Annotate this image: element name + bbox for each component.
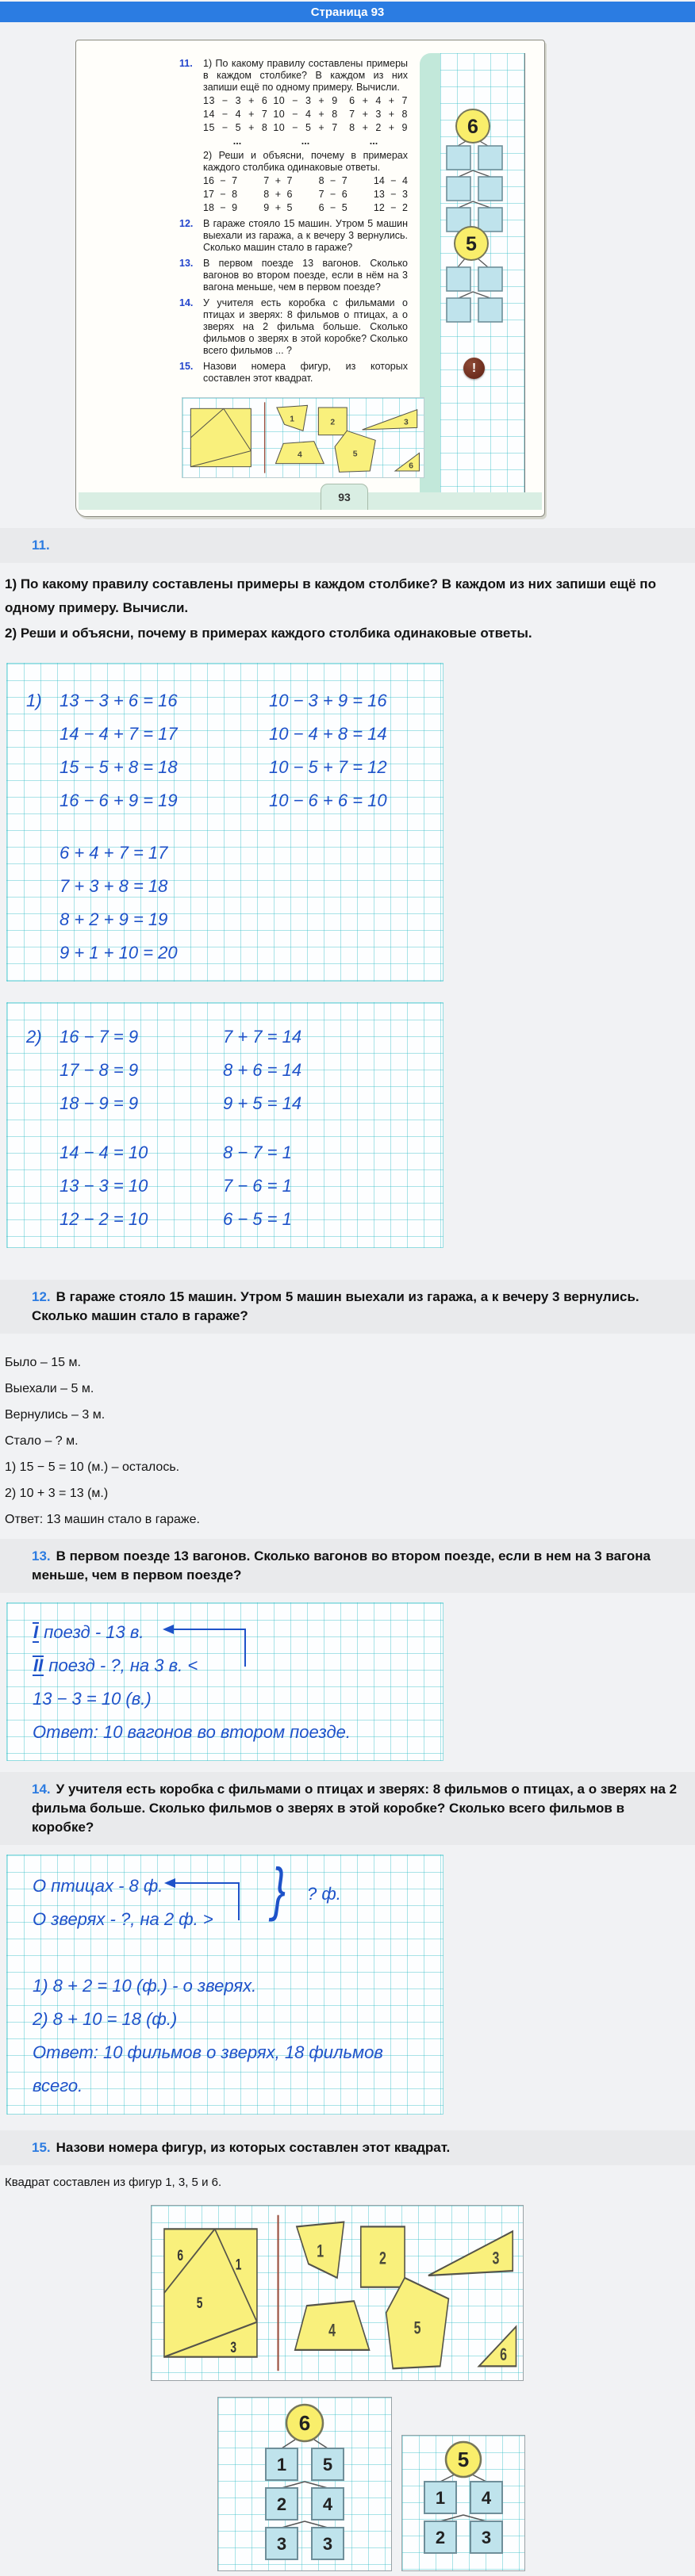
section-12-number: 12. [32,1289,51,1304]
svg-text:2: 2 [435,2528,446,2547]
svg-text:4: 4 [328,2321,336,2341]
section-14-header [0,1772,695,1845]
svg-text:3: 3 [481,2528,492,2547]
equation-row: 7 + 3 + 8 = 18 [60,876,168,896]
tree-of-5 [401,2435,525,2571]
svg-text:3: 3 [276,2534,287,2554]
solution-line: Ответ: 13 машин стало в гараже. [5,1513,200,1526]
page-title: Страница 93 [310,5,385,19]
svg-text:6: 6 [409,461,413,471]
number-trees [217,2397,695,2571]
svg-text:5: 5 [196,2294,203,2312]
equation-row: 14 − 4 = 10 8 − 7 = 1 [60,1143,292,1162]
scan-margin-notebook [440,53,525,500]
solution-grid-11-2 [6,1002,443,1248]
scan-task-14-number: 14. [179,297,194,308]
work-equation: 13 − 3 = 10 (в.) [33,1689,152,1709]
svg-text:4: 4 [481,2488,492,2508]
section-11-header [0,528,695,563]
scan-task-11-part2: 2) Реши и объясни, почему в примерах каждого столбика одинаковые ответы. [203,150,408,173]
scan-task-12-number: 12. [179,218,194,229]
section-14-title: У учителя есть коробка с фильмами о птицах и зверях: 8 фильмов о птицах, а о зверях на 2 фильма больше. Сколько фильмов о зверях в этой коробке? Сколько всего фильмов в коробке? [32,1782,678,1835]
task-11-part1-text: 1) По какому правилу составлены примеры в каждом столбике? В каждом из них запиши ещё по одному примеру. Вычисли. [5,576,656,615]
work-answer: Ответ: 10 фильмов о зверях, 18 фильмов [33,2042,383,2062]
scan-examples-row: 17 − 8 8 + 6 7 − 6 13 − 3 [203,189,408,200]
work-answer: Ответ: 10 вагонов во втором поезде. [33,1722,351,1742]
svg-text:5: 5 [352,450,358,459]
scan-task-14: 14. У учителя есть коробка с фильмами о птицах и зверях: 8 фильмов о птицах, а о зверях на 2 фильма больше. Сколько фильмов о зверях в этой коробке? Сколько всего фильмов ... ? [179,297,408,356]
grid-label: 1) [26,691,42,710]
svg-text:3: 3 [230,2338,237,2356]
scan-task-11-part1: 1) По какому правилу составлены примеры в каждом столбике? В каждом из них запиши ещё по одному примеру. Вычисли. [203,58,408,93]
tree-of-6 [217,2397,392,2571]
section-15-header [0,2130,695,2165]
scan-task-15-number: 15. [179,361,194,372]
svg-text:4: 4 [322,2494,333,2514]
tree-5-root: 5 [457,2448,470,2471]
scan-examples-row: 15 − 5 + 8 10 − 5 + 7 8 + 2 + 9 [203,122,408,133]
solution-grid-14 [6,1854,443,2115]
equation-row: 16 − 6 + 9 = 19 10 − 6 + 6 = 10 [60,790,387,810]
solution-line: 1) 15 − 5 = 10 (м.) – осталось. [5,1460,180,1474]
section-12-title: В гараже стояло 15 машин. Утром 5 машин выехали из гаража, а к вечеру 3 вернулись. Сколько машин стало в гараже? [32,1289,639,1323]
scan-task-11-number: 11. [179,58,193,69]
section-13-title: В первом поезде 13 вагонов. Сколько вагонов во втором поезде, если в нем на 3 вагона меньше, чем в первом поезде? [32,1548,651,1583]
solution-line: Выехали – 5 м. [5,1382,94,1395]
svg-text:3: 3 [492,2249,500,2269]
task-11-part2-text: 2) Реши и объясни, почему в примерах каждого столбика одинаковые ответы. [5,626,532,641]
scan-examples-row: 14 − 4 + 7 10 − 4 + 8 7 + 3 + 8 [203,109,408,120]
margin-tree-root-5: 5 [466,233,477,255]
solution-grid-11-1 [6,663,443,982]
svg-text:6: 6 [500,2345,507,2365]
scan-examples-row: 16 − 7 7 + 7 8 − 7 14 − 4 [203,175,408,186]
section-13-header [0,1539,695,1593]
scan-task-12: 12. В гараже стояло 15 машин. Утром 5 машин выехали из гаража, а к вечеру 3 вернулись. Сколько машин стало в гараже? [179,218,408,253]
section-11-number: 11. [32,538,50,553]
scan-text-column [179,58,408,389]
svg-text:5: 5 [413,2319,421,2339]
solution-12-lines [5,1349,690,1533]
scan-task-15: 15. Назови номера фигур, из которых составлен этот квадрат. [179,361,408,384]
scan-bottom-edge [79,492,542,510]
scan-examples-row: 13 − 3 + 6 10 − 3 + 9 6 + 4 + 7 [203,95,408,106]
svg-text:1: 1 [290,415,295,424]
roman-numeral-2: II [33,1655,44,1675]
svg-text:1: 1 [435,2488,446,2508]
scan-examples-dots: ... ... ... [232,136,378,147]
exclamation-badge-icon: ! [463,358,485,379]
svg-text:4: 4 [297,450,302,460]
equation-row: 9 + 1 + 10 = 20 [60,943,178,963]
scan-task-15-figure [182,397,424,478]
svg-text:2: 2 [276,2494,287,2514]
section-15-number: 15. [32,2140,51,2155]
scan-examples-row: 18 − 9 9 + 5 6 − 5 12 − 2 [203,202,408,213]
equation-row: 8 + 2 + 9 = 19 [60,909,168,929]
svg-text:1: 1 [317,2242,324,2262]
equation-row: 13 − 3 = 10 7 − 6 = 1 [60,1176,292,1196]
equation-row: 2) 16 − 7 = 9 7 + 7 = 14 [7,1020,443,1054]
equation-row: 18 − 9 = 9 9 + 5 = 14 [60,1093,302,1113]
svg-text:2: 2 [330,418,336,427]
equation-row: 15 − 5 + 8 = 18 10 − 5 + 7 = 12 [60,757,387,777]
section-12-header [0,1280,695,1334]
section-15-title: Назови номера фигур, из которых составлен этот квадрат. [56,2140,451,2155]
solution-line: Было – 15 м. [5,1356,81,1369]
solution-line: Стало – ? м. [5,1434,79,1448]
brace-label: ? ф. [307,1884,341,1904]
scan-page-number-tab: 93 [321,484,368,510]
svg-text:1: 1 [235,2256,242,2274]
svg-text:3: 3 [322,2534,333,2554]
equation-row: 6 + 4 + 7 = 17 [60,843,168,863]
svg-text:2: 2 [378,2249,386,2269]
figures-graphic [182,398,424,477]
svg-text:5: 5 [322,2455,333,2475]
solution-grid-13 [6,1602,443,1761]
answer-15-text: Квадрат составлен из фигур 1, 3, 5 и 6. [5,2176,222,2189]
solution-line: 2) 10 + 3 = 13 (м.) [5,1487,109,1500]
work-line: О зверях - ?, на 2 ф. > [33,1909,213,1929]
work-answer: всего. [33,2076,83,2096]
svg-text:1: 1 [276,2455,287,2475]
work-line: О птицах - 8 ф. [33,1876,163,1896]
grid-label: 2) [26,1027,42,1047]
tree-6-graphic [218,2398,391,2570]
scan-task-13-number: 13. [179,258,194,269]
textbook-scan [75,40,545,517]
figures-graphic [152,2206,523,2380]
section-14-number: 14. [32,1782,51,1797]
equation-row: 14 − 4 + 7 = 17 10 − 4 + 8 = 14 [60,724,387,744]
curly-brace: } [271,1856,286,1922]
solution-line: Вернулись – 3 м. [5,1408,106,1422]
figures-answer-image [151,2205,524,2381]
work-equation: 2) 8 + 10 = 18 (ф.) [33,2009,178,2029]
work-line: I поезд - 13 в. [33,1622,144,1642]
equation-row: 17 − 8 = 9 8 + 6 = 14 [60,1060,302,1080]
tree-6-root: 6 [298,2411,311,2435]
scan-task-11 [179,58,408,214]
margin-trees-graphic [440,53,524,500]
equation-row: 1) 13 − 3 + 6 = 16 10 − 3 + 9 = 16 [7,684,443,718]
work-equation: 1) 8 + 2 = 10 (ф.) - о зверях. [33,1976,257,1996]
page-title-bar [0,2,695,22]
equation-row: 12 − 2 = 10 6 − 5 = 1 [60,1209,292,1229]
roman-numeral-1: I [33,1622,39,1642]
svg-text:6: 6 [177,2246,184,2264]
scan-task-13: 13. В первом поезде 13 вагонов. Сколько вагонов во втором поезде, если в нём на 3 вагона меньше, чем в первом поезде? [179,258,408,293]
svg-text:3: 3 [404,418,409,427]
tree-5-graphic [402,2436,524,2570]
section-13-number: 13. [32,1548,51,1564]
work-line: II поезд - ?, на 3 в. < [33,1655,198,1675]
margin-tree-root-6: 6 [467,116,478,138]
